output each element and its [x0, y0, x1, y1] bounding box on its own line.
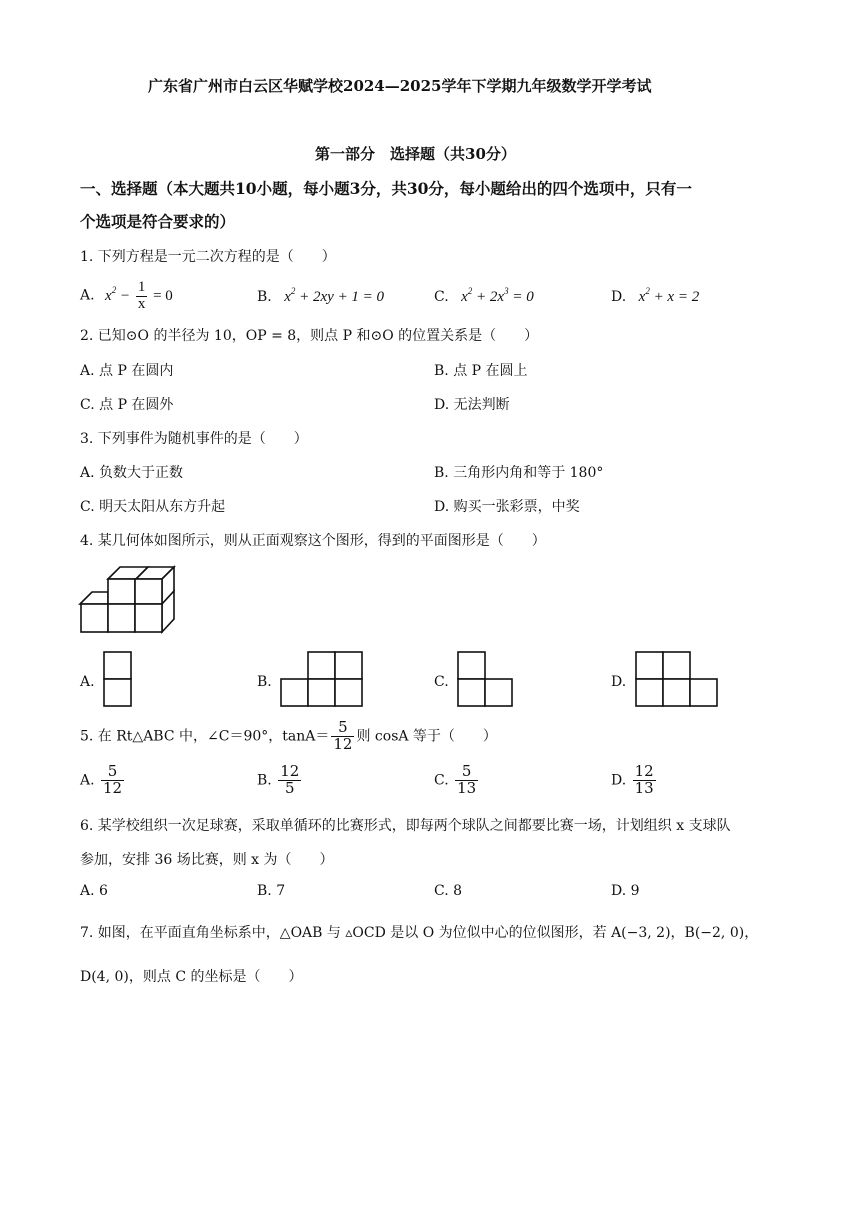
- question-4-option-d-label: D.: [611, 674, 627, 690]
- numerator: 12: [634, 762, 654, 780]
- question-7-stem-line2: D(4, 0)，则点 C 的坐标是（ ）: [80, 969, 303, 985]
- stem-text: 5. 在 Rt△ABC 中，∠C＝90°，tanA＝: [80, 728, 330, 745]
- question-1-stem: 1. 下列方程是一元二次方程的是（ ）: [80, 249, 336, 265]
- question-6-stem-line1: 6. 某学校组织一次足球赛，采取单循环的比赛形式，即每两个球队之间都要比赛一场，计划组织 x 支球队: [80, 818, 731, 834]
- square: [485, 679, 512, 706]
- question-4-stem: 4. 某几何体如图所示，则从正面观察这个图形，得到的平面图形是（ ）: [80, 533, 546, 549]
- exponent: 3: [504, 286, 509, 296]
- question-4-option-b-label: B.: [257, 674, 272, 690]
- option-label: B.: [257, 772, 272, 789]
- question-5-stem: [80, 720, 497, 753]
- square: [335, 652, 362, 679]
- cube-front-face: [108, 604, 135, 632]
- math-text: + x = 2: [649, 289, 700, 305]
- math-text: −: [116, 287, 134, 304]
- denominator: 13: [634, 778, 654, 797]
- question-3-option-d: D. 购买一张彩票，中奖: [434, 499, 580, 515]
- option-label: D.: [611, 772, 627, 789]
- section-heading-line1: 一、选择题（本大题共10小题，每小题3分，共30分，每小题给出的四个选项中，只有一: [80, 179, 692, 198]
- question-4-option-b-figure: [281, 652, 365, 708]
- option-label: C.: [434, 772, 449, 789]
- section-heading-line2: 个选项是符合要求的）: [80, 212, 236, 231]
- denominator: 13: [457, 778, 477, 797]
- question-5-option-c: [434, 764, 480, 797]
- numerator: 5: [455, 764, 478, 781]
- option-label: D.: [611, 289, 627, 305]
- math-text: x: [105, 287, 112, 304]
- math-text: + 2x: [472, 289, 505, 305]
- option-label: B.: [257, 289, 272, 305]
- option-label: A.: [80, 772, 95, 789]
- cube-front-face: [108, 579, 135, 604]
- geometry-solid-figure: [80, 567, 175, 634]
- option-label: C.: [434, 289, 449, 305]
- denominator: 12: [103, 778, 123, 797]
- square: [308, 652, 335, 679]
- question-4-option-a-label: A.: [80, 674, 95, 690]
- square: [663, 652, 690, 679]
- exam-title: 广东省广州市白云区华赋学校2024—2025学年下学期九年级数学开学考试: [148, 77, 652, 95]
- question-3-stem: 3. 下列事件为随机事件的是（ ）: [80, 431, 308, 447]
- numerator: 1: [137, 279, 146, 295]
- question-2-option-a: A. 点 P 在圆内: [80, 363, 174, 379]
- cube-top-face: [80, 592, 108, 604]
- math-text: x: [638, 289, 646, 305]
- square: [458, 679, 485, 706]
- question-6-stem-line2: 参加，安排 36 场比赛，则 x 为（ ）: [80, 852, 334, 868]
- question-4-option-c-label: C.: [434, 674, 449, 690]
- cube-front-face: [135, 579, 162, 604]
- cube-front-face: [135, 604, 162, 632]
- question-6-option-d: D. 9: [611, 883, 640, 899]
- denominator: 12: [333, 734, 353, 753]
- square: [104, 679, 131, 706]
- question-2-option-d: D. 无法判断: [434, 397, 510, 413]
- question-3-option-b: B. 三角形内角和等于 180°: [434, 465, 604, 481]
- question-6-option-b: B. 7: [257, 883, 286, 899]
- question-2-option-c: C. 点 P 在圆外: [80, 397, 174, 413]
- square: [690, 679, 717, 706]
- part-title: 第一部分 选择题（共30分）: [315, 145, 516, 163]
- square: [308, 679, 335, 706]
- numerator: 5: [101, 764, 124, 781]
- question-3-option-c: C. 明天太阳从东方升起: [80, 499, 226, 515]
- numerator: 5: [331, 720, 354, 737]
- question-1-option-a: [80, 280, 173, 313]
- square: [281, 679, 308, 706]
- fraction: [101, 764, 124, 797]
- math-text: = 0: [508, 289, 534, 305]
- exponent: 2: [290, 286, 296, 296]
- square: [663, 679, 690, 706]
- square: [104, 652, 131, 679]
- question-7-stem-line1: 7. 如图，在平面直角坐标系中，△OAB 与 ▵OCD 是以 O 为位似中心的位似图形，若 A(−3, 2)，B(−2, 0)，: [80, 925, 759, 941]
- denominator: 5: [284, 778, 295, 797]
- math-text: x: [461, 289, 468, 305]
- question-4-option-a-figure: [104, 652, 132, 708]
- math-text: = 0: [149, 287, 173, 304]
- cube-front-face: [81, 604, 108, 632]
- question-5-option-b: [257, 764, 303, 797]
- question-4-option-c-figure: [458, 652, 516, 708]
- question-6-option-c: C. 8: [434, 883, 463, 899]
- exponent: 2: [467, 286, 473, 296]
- square: [636, 652, 663, 679]
- exponent: 2: [111, 284, 117, 295]
- fraction: [633, 764, 656, 797]
- question-3-option-a: A. 负数大于正数: [80, 465, 184, 481]
- question-2-stem: 2. 已知⊙O 的半径为 10，OP = 8，则点 P 和⊙O 的位置关系是（ ）: [80, 328, 539, 344]
- option-label: A.: [80, 287, 95, 304]
- fraction: [136, 280, 148, 313]
- question-1-option-c: [434, 286, 534, 306]
- numerator: 12: [280, 762, 300, 780]
- square: [636, 679, 663, 706]
- question-1-option-b: [257, 286, 384, 306]
- square: [458, 652, 485, 679]
- denominator: x: [137, 295, 146, 312]
- question-5-option-d: [611, 764, 658, 797]
- question-4-option-d-figure: [636, 652, 720, 708]
- exponent: 2: [645, 286, 650, 296]
- fraction: [278, 764, 301, 797]
- fraction: [455, 764, 478, 797]
- question-6-option-a: A. 6: [80, 883, 108, 899]
- stem-text: 则 cosA 等于（ ）: [356, 728, 497, 745]
- question-1-option-d: [611, 286, 699, 306]
- question-2-option-b: B. 点 P 在圆上: [434, 363, 528, 379]
- math-text: + 2xy + 1 = 0: [295, 289, 385, 305]
- question-5-option-a: [80, 764, 126, 797]
- fraction: [331, 720, 354, 753]
- math-text: x: [284, 289, 291, 305]
- square: [335, 679, 362, 706]
